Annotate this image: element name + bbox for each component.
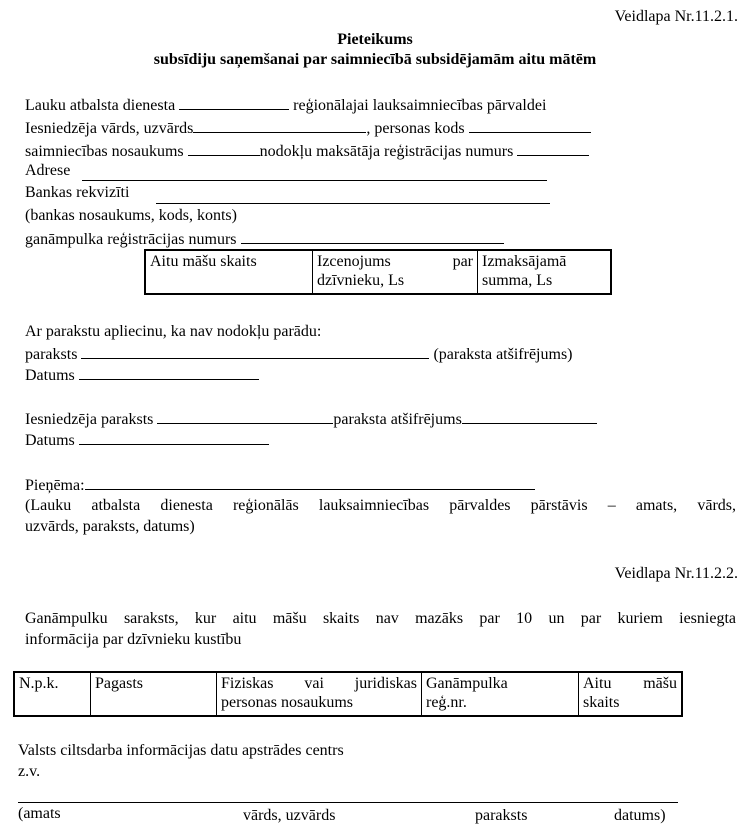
bank-note: (bankas nosaukums, kods, konts) bbox=[25, 207, 237, 224]
table-header-row bbox=[145, 250, 611, 294]
lad-field[interactable] bbox=[179, 95, 289, 110]
applicant-label: Iesniedzēja vārds, uzvārds bbox=[25, 120, 194, 137]
form-subtitle: subsīdiju saņemšanai par saimniecībā subsidējamām aitu mātēm bbox=[153, 51, 597, 68]
date-field-2[interactable] bbox=[79, 430, 269, 445]
applicant-name-field[interactable] bbox=[193, 118, 366, 133]
personal-code-label: , personas kods bbox=[366, 120, 465, 137]
centre-name: Valsts ciltsdarba informācijas datu apstrādes centrs bbox=[18, 742, 344, 759]
farm-name-field[interactable] bbox=[188, 141, 260, 156]
applicant-signature-field[interactable] bbox=[157, 409, 333, 424]
footer-name: vārds, uzvārds bbox=[243, 807, 336, 824]
lad-label: Lauku atbalsta dienesta bbox=[25, 97, 176, 114]
signature-row bbox=[25, 344, 573, 364]
personal-code-field[interactable] bbox=[469, 118, 591, 133]
col-no: N.p.k. bbox=[14, 672, 91, 716]
col-price-c: dzīvnieku, Ls bbox=[317, 272, 405, 289]
form-number-1: Veidlapa Nr.11.2.1. bbox=[614, 8, 738, 25]
col-ewe-count-2 bbox=[579, 672, 683, 716]
col-person-name bbox=[217, 672, 422, 716]
col-herd-reg-a: Ganāmpulka bbox=[426, 675, 508, 692]
signature-decoding: (paraksta atšifrējums) bbox=[433, 346, 573, 363]
applicant-signature-label: Iesniedzēja paraksts bbox=[25, 411, 154, 428]
herd-list-table bbox=[13, 671, 683, 717]
col-payable bbox=[478, 250, 612, 294]
tax-reg-field[interactable] bbox=[517, 141, 589, 156]
date-field-1[interactable] bbox=[79, 365, 259, 380]
col-ewe-count-a: Aitu māšu bbox=[583, 675, 677, 692]
col-person-name-a: Fiziskas vai juridiskas bbox=[221, 675, 417, 692]
farm-row bbox=[25, 141, 589, 161]
subsidy-table bbox=[144, 249, 612, 295]
form-title: Pieteikums bbox=[337, 31, 413, 48]
table-header-row bbox=[14, 672, 682, 716]
address-field[interactable] bbox=[82, 180, 547, 181]
seal-label: z.v. bbox=[18, 763, 41, 780]
date-row-1 bbox=[25, 365, 259, 385]
col-payable-b: summa, Ls bbox=[482, 272, 553, 289]
footer-signature: paraksts bbox=[475, 807, 528, 824]
herd-reg-label: ganāmpulka reģistrācijas numurs bbox=[25, 231, 237, 248]
col-parish: Pagasts bbox=[91, 672, 217, 716]
signature-decoding-field[interactable] bbox=[462, 409, 597, 424]
lad-suffix: reģionālajai lauksaimniecības pārvaldei bbox=[293, 97, 547, 114]
footer-position: (amats bbox=[18, 805, 61, 822]
date-label-2: Datums bbox=[25, 432, 75, 449]
bank-field[interactable] bbox=[156, 203, 550, 204]
accepted-label: Pieņēma: bbox=[25, 477, 85, 494]
col-person-name-b: personas nosaukums bbox=[221, 694, 353, 711]
col-price bbox=[313, 250, 478, 294]
applicant-signature-row bbox=[25, 409, 597, 429]
date-row-2 bbox=[25, 430, 269, 450]
col-herd-reg bbox=[422, 672, 579, 716]
herd-reg-field[interactable] bbox=[241, 229, 504, 244]
signature-label: paraksts bbox=[25, 346, 78, 363]
accepted-note-line1: (Lauku atbalsta dienesta reģionālās lauksaimniecības pārvaldes pārstāvis – amats, vārds, bbox=[25, 497, 736, 514]
address-label: Adrese bbox=[25, 162, 71, 179]
accepted-note-line2: uzvārds, paraksts, datums) bbox=[25, 518, 195, 535]
col-ewe-count-b: skaits bbox=[583, 694, 620, 711]
lad-row bbox=[25, 95, 546, 115]
signature-field[interactable] bbox=[81, 344, 429, 359]
col-payable-a: Izmaksājamā bbox=[482, 253, 567, 270]
col-ewe-count: Aitu māšu skaits bbox=[145, 250, 313, 294]
footer-signature-line[interactable] bbox=[18, 802, 678, 803]
accepted-row bbox=[25, 475, 535, 495]
herd-reg-row bbox=[25, 229, 504, 249]
no-debt-statement: Ar parakstu apliecinu, ka nav nodokļu parādu: bbox=[25, 323, 322, 340]
col-price-b: par bbox=[452, 253, 473, 270]
bank-label: Bankas rekvizīti bbox=[25, 184, 130, 201]
list-intro-line2: informācija par dzīvnieku kustību bbox=[25, 631, 242, 648]
list-intro-line1: Ganāmpulku saraksts, kur aitu māšu skaits nav mazāks par 10 un par kuriem iesniegta bbox=[25, 610, 736, 627]
tax-reg-label: nodokļu maksātāja reģistrācijas numurs bbox=[259, 143, 514, 160]
accepted-field[interactable] bbox=[85, 475, 535, 490]
date-label: Datums bbox=[25, 367, 75, 384]
col-herd-reg-b: reģ.nr. bbox=[426, 694, 467, 711]
footer-date: datums) bbox=[614, 807, 666, 824]
col-price-a: Izcenojums bbox=[317, 253, 391, 270]
applicant-row bbox=[25, 118, 591, 138]
farm-name-label: saimniecības nosaukums bbox=[25, 143, 184, 160]
form-number-2: Veidlapa Nr.11.2.2. bbox=[614, 565, 738, 582]
signature-decoding-label: paraksta atšifrējums bbox=[333, 411, 462, 428]
